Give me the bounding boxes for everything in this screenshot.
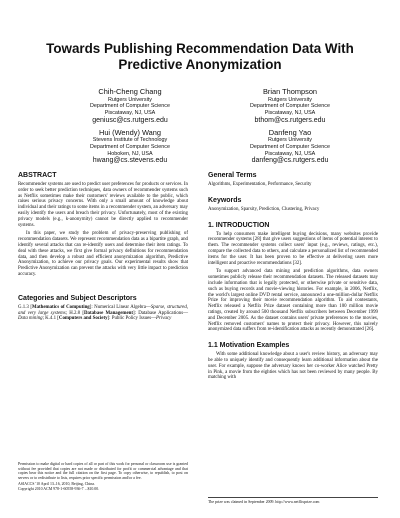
motivation-paragraph: With some additional knowledge about a user's review history, an adversary may be able to uniquely identify and consequently learn additional information about the user. For example, suppose the adversary knows her co-worker Alice watched Pretty in Pink, a movie from the eighties which has not been reviewed by many people. By matching with [208, 352, 378, 381]
abstract-paragraph: In this paper, we study the problem of privacy-preserving publishing of recommendation datasets. We represent recommendation data as a bipartite graph, and identify several attacks that can re-identify users and determine their item ratings. To deal with these attacks, we first give formal privacy definitions for recommendation data, and then develop a robust and efficient anonymization algorithm, Predictive Anonymization, to achieve our privacy goals. Our experimental results show that Predictive Anonymization can prevent the attacks with very little impact to prediction accuracy. [18, 231, 188, 277]
venue-text: ASIACCS '10 April 13–16, 2010, Beijing, China. [18, 482, 96, 487]
author-affiliation: Rutgers University [267, 137, 313, 144]
author-email: hwang@cs.stevens.edu [92, 157, 168, 165]
abstract-heading: ABSTRACT [18, 172, 57, 179]
permission-footnote [18, 462, 188, 492]
categories-heading: Categories and Subject Descriptors [18, 294, 137, 302]
prize-footnote: The prize was claimed in September 2009. http://www.netflixprize.com [208, 497, 378, 505]
author-location: Piscataway, NJ, USA [104, 109, 156, 116]
keywords-heading: Keywords [208, 196, 242, 204]
author-email: bthom@cs.rutgers.edu [254, 116, 326, 124]
author-entry [220, 88, 360, 125]
author-entry [220, 129, 360, 166]
intro-paragraph: To support advanced data mining and prediction algorithms, data owners sometimes publicly release their recommendation datasets. The released datasets may include information that is legally protected, or otherwise private or sensitive data, such as buying records and movie-viewing histories. For example, in 2006, Netflix, the world's largest online DVD rental service, announced a one-million-dollar Netflix Prize for improving their movie recommendation algorithm. To aid contestants, Netflix released a Netflix Prize dataset containing more than 100 million movie ratings, created by around 500 thousand Netflix subscribers between December 1999 and December 2005. As the dataset contains users' private preferences to the movies, Netflix removed customers' names to protect their privacy. However, this naively anonymized data suffers from re-identification attacks as recently demonstrated [26]. [208, 269, 378, 333]
categories-text: G.1.3 [Mathematics of Computing]: Numerical Linear Algebra—Sparse, structured, and very large systems; H.2.8 [Database Management]: Database Applications—Data mining; K.4.1 [Computers and Society]: Public Policy Issues—Privacy [18, 304, 188, 322]
copyright-text: Copyright 2010 ACM 978-1-60558-936-7 ...$10.00. [18, 486, 100, 491]
author-name: Brian Thompson [262, 87, 318, 96]
author-email: danfeng@cs.rutgers.edu [251, 157, 329, 165]
intro-paragraph: To help consumers make intelligent buying decisions, many websites provide recommender systems [28] that give users suggestions of items of potential interest to them. The recommender systems collect users' input (e.g., reviews, ratings, etc.), compare the collected data to others, and calculate a personalized list of recommended items for the user. It has been proven to be effective at delivering users more intelligent and proactive recommendations [32]. [208, 231, 378, 266]
left-column [18, 172, 188, 325]
author-department: Department of Computer Science [90, 143, 170, 150]
author-block [60, 88, 360, 165]
abstract-paragraph: Recommender systems are used to predict user preferences for products or services. In order to seek better prediction techniques, data owners of recommender systems such as Netflix sometimes make their customers' reviews available to the public, which raises serious privacy concerns. With only a small amount of knowledge about individual and their ratings to some items in a recommender system, an adversary may easily identify the users and breach their privacy. Unfortunately, most of the existing privacy models (e.g., k-anonymity) cannot be directly applied to recommender systems. [18, 182, 188, 228]
keywords-text: Anonymization, Sparsity, Prediction, Clustering, Privacy [208, 206, 320, 212]
author-location: Hoboken, NJ, USA [107, 150, 153, 157]
right-column [208, 172, 378, 384]
author-department: Department of Computer Science [250, 143, 330, 150]
author-entry [60, 88, 200, 125]
permission-text: Permission to make digital or hard copies of all or part of this work for personal or classroom use is granted without fee provided that copies are not made or distributed for profit or commercial advantage and that copies bear this notice and the full citation on the first page. To copy otherwise, to republish, to post on servers or to redistribute to lists, requires prior specific permission and/or a fee. [18, 462, 188, 480]
author-name: Danfeng Yao [268, 127, 312, 137]
author-entry [60, 129, 200, 166]
author-affiliation: Stevens Institute of Technology [92, 137, 168, 144]
motivation-heading: 1.1 Motivation Examples [208, 342, 290, 350]
general-terms-text: Algorithms, Experimentation, Performance, Security [208, 182, 312, 187]
author-location: Piscataway, NJ, USA [264, 150, 316, 157]
author-name: Chih-Cheng Chang [98, 87, 162, 96]
author-name: Hui (Wendy) Wang [98, 127, 162, 137]
general-terms-heading: General Terms [208, 172, 257, 179]
author-email: geniusc@cs.rutgers.edu [92, 116, 168, 124]
author-department: Department of Computer Science [90, 103, 170, 110]
author-location: Piscataway, NJ, USA [264, 109, 316, 116]
author-affiliation: Rutgers University [267, 96, 313, 103]
author-department: Department of Computer Science [250, 103, 330, 110]
paper-title: Towards Publishing Recommendation Data With Predictive Anonymization [46, 41, 354, 72]
introduction-heading: 1. INTRODUCTION [208, 221, 270, 229]
author-affiliation: Rutgers University [107, 96, 153, 103]
